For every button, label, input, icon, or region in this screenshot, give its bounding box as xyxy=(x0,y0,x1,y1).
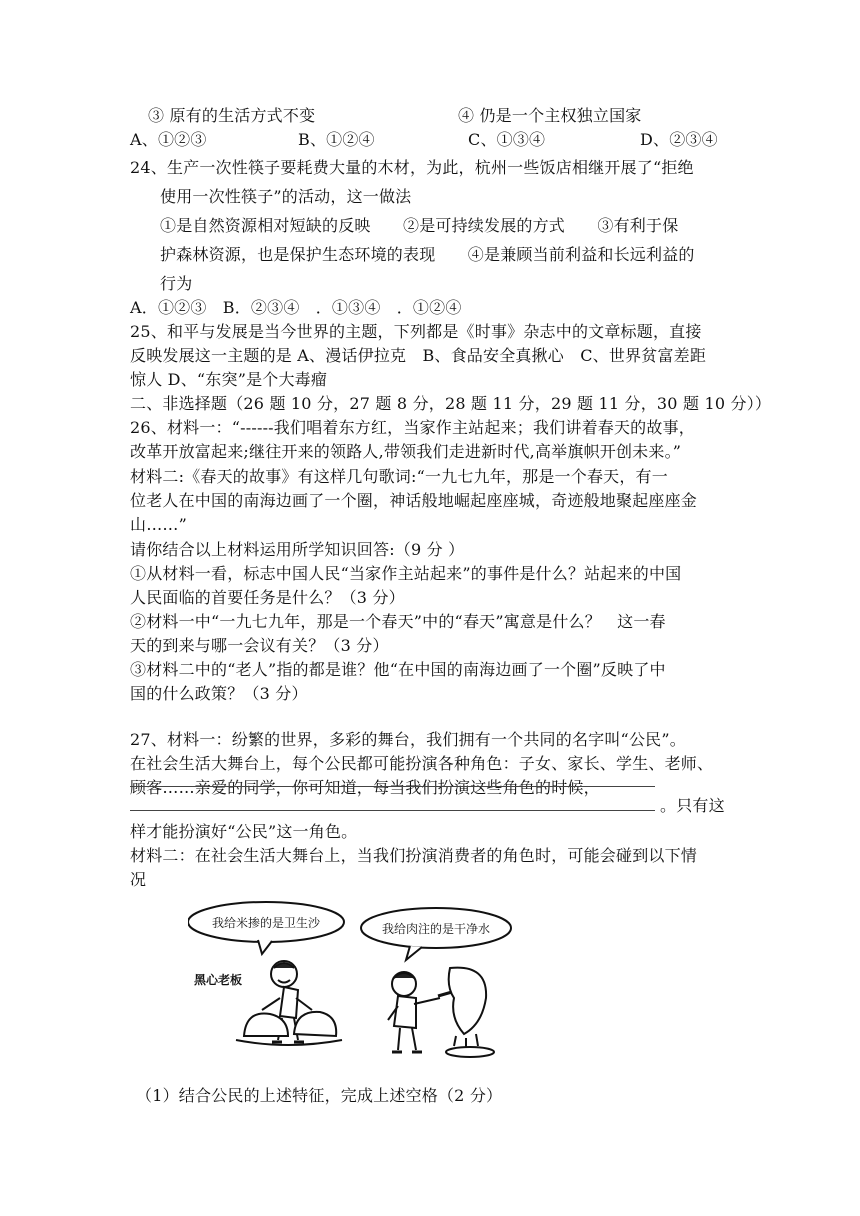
q24-line-5: 行为 xyxy=(160,274,193,293)
left-bubble-tail xyxy=(258,940,272,954)
q26-line-5: 山……” xyxy=(130,515,187,534)
cartoon-illustration xyxy=(188,898,528,1060)
q25-line-3: 惊人 D、“东突”是个大毒瘤 xyxy=(130,370,328,389)
q26-line-7: ①从材料一看，标志中国人民“当家作主站起来”的事件是什么？站起来的中国 xyxy=(130,564,682,583)
q26-line-8: 人民面临的首要任务是什么？（3 分） xyxy=(130,588,405,607)
q23-choice-c: C、①③④ xyxy=(468,130,546,149)
answer-blank-line-1[interactable] xyxy=(130,786,655,787)
q25-line-2: 反映发展这一主题的是 A、漫话伊拉克 B、食品安全真揪心 C、世界贫富差距 xyxy=(130,346,707,365)
q27-blank-end: 。只有这 xyxy=(660,796,725,815)
q27-sub-question-1: （1）结合公民的上述特征，完成上述空格（2 分） xyxy=(136,1086,503,1105)
q26-line-2: 改革开放富起来;继往开来的领路人,带领我们走进新时代,高举旗帜开创未来。” xyxy=(130,442,682,461)
q24-line-4: 护森林资源，也是保护生态环境的表现 ④是兼顾当前利益和长远利益的 xyxy=(160,245,695,264)
left-bubble-text: 我给米掺的是卫生沙 xyxy=(211,916,321,930)
q25-line-1: 25、和平与发展是当今世界的主题，下列都是《时事》杂志中的文章标题，直接 xyxy=(130,322,702,341)
right-bubble-text: 我给肉注的是干净水 xyxy=(381,922,491,936)
q23-choice-a: A、①②③ xyxy=(130,130,207,149)
boss-figure-right xyxy=(388,968,494,1057)
q26-line-9: ②材料一中“一九七九年，那是一个春天”中的“春天”寓意是什么？ 这一春 xyxy=(130,612,666,631)
cartoon-caption: 黑心老板 xyxy=(194,973,243,987)
answer-blank-line-2[interactable] xyxy=(130,810,655,811)
section-2-title: 二、非选择题（26 题 10 分，27 题 8 分，28 题 11 分，29 题 11 分，30 题 10 分）） xyxy=(130,394,772,413)
q27-line-6: 况 xyxy=(130,870,147,889)
q24-line-1: 24、生产一次性筷子要耗费大量的木材，为此，杭州一些饭店相继开展了“拒绝 xyxy=(130,158,694,177)
q26-line-3: 材料二:《春天的故事》有这样几句歌词:“一九七九年，那是一个春天，有一 xyxy=(130,467,668,486)
q27-line-3: 顾客……亲爱的同学，你可知道，每当我们扮演这些角色的时候， xyxy=(130,778,600,797)
q27-line-4: 样才能扮演好“公民”这一角色。 xyxy=(130,822,358,841)
q23-choice-d: D、②③④ xyxy=(640,130,718,149)
q23-choice-b: B、①②④ xyxy=(298,130,375,149)
q23-option-3: ③ 原有的生活方式不变 xyxy=(148,106,316,125)
q26-line-11: ③材料二中的“老人”指的都是谁？他“在中国的南海边画了一个圈”反映了中 xyxy=(130,660,666,679)
q23-option-4: ④ 仍是一个主权独立国家 xyxy=(458,106,642,125)
q24-line-3: ①是自然资源相对短缺的反映 ②是可持续发展的方式 ③有利于保 xyxy=(160,216,679,235)
q26-line-1: 26、材料一：“------我们唱着东方红，当家作主站起来；我们讲着春天的故事， xyxy=(130,418,695,437)
q26-line-10: 天的到来与哪一会议有关？（3 分） xyxy=(130,636,389,655)
q24-line-2: 使用一次性筷子”的活动，这一做法 xyxy=(160,187,412,206)
right-bubble-tail xyxy=(406,946,422,960)
boss-figure-left xyxy=(236,961,342,1045)
q26-line-4: 位老人在中国的南海边画了一个圈，神话般地崛起座座城，奇迹般地聚起座座金 xyxy=(130,491,698,510)
q26-line-12: 国的什么政策？（3 分） xyxy=(130,684,308,703)
q26-line-6: 请你结合以上材料运用所学知识回答:（9 分 ） xyxy=(130,540,465,559)
q27-line-2: 在社会生活大舞台上，每个公民都可能扮演各种角色：子女、家长、学生、老师、 xyxy=(130,754,714,773)
q24-choices: A．①②③ B．②③④ ．①③④ ．①②④ xyxy=(130,298,462,317)
q27-line-5: 材料二：在社会生活大舞台上，当我们扮演消费者的角色时，可能会碰到以下情 xyxy=(130,846,698,865)
q27-line-1: 27、材料一：纷繁的世界，多彩的舞台，我们拥有一个共同的名字叫“公民”。 xyxy=(130,730,686,749)
